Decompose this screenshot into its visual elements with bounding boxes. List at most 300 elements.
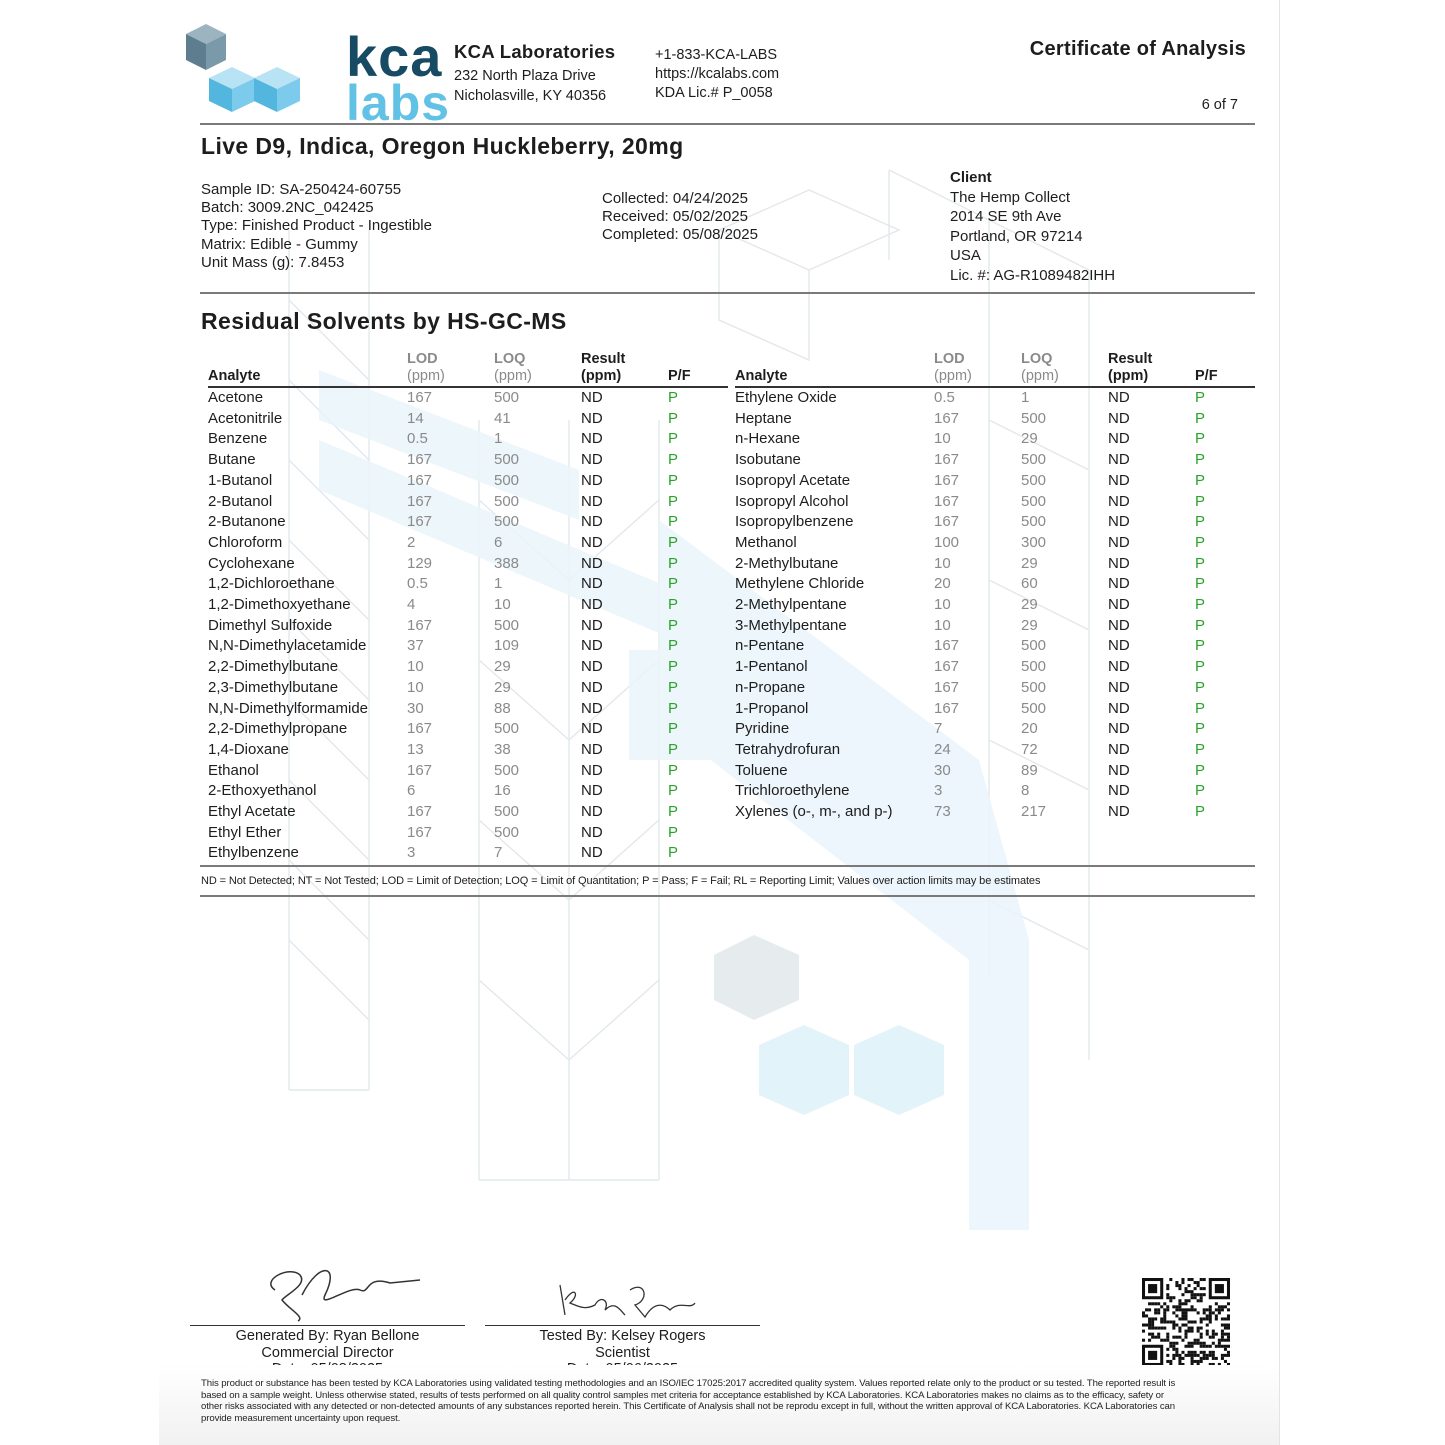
loq-cell: 29: [1021, 430, 1038, 448]
col-result: Result (ppm): [581, 349, 668, 387]
result-cell: ND: [581, 844, 603, 862]
analyte-cell: Methylene Chloride: [735, 575, 865, 593]
pf-cell: P: [668, 513, 679, 531]
document-title: Certificate of Analysis: [1029, 38, 1246, 60]
logo-cubes-icon: [184, 20, 314, 120]
signature-image: [190, 1255, 465, 1325]
loq-cell: 89: [1021, 761, 1038, 779]
lod-cell: 167: [407, 389, 433, 406]
lab-website[interactable]: https://kcalabs.com: [655, 66, 780, 82]
lod-cell: 30: [934, 761, 951, 779]
table-row: [208, 657, 728, 678]
result-cell: ND: [581, 720, 603, 738]
table-row: [208, 740, 728, 761]
result-cell: ND: [1108, 782, 1130, 800]
table-row: [735, 471, 1255, 492]
lod-cell: 167: [934, 699, 960, 717]
pf-cell: P: [668, 554, 679, 572]
analyte-cell: 2,2-Dimethylpropane: [208, 720, 348, 738]
lod-cell: 167: [934, 658, 960, 676]
col-pf: P/F: [1195, 349, 1255, 387]
loq-cell: 300: [1021, 533, 1047, 551]
result-cell: ND: [1108, 596, 1130, 614]
result-cell: ND: [1108, 803, 1130, 821]
table-row: [735, 429, 1255, 450]
lod-cell: 167: [407, 823, 433, 841]
col-pf: P/F: [668, 349, 728, 387]
signature-line: [485, 1325, 760, 1326]
pf-cell: P: [668, 471, 679, 489]
result-cell: ND: [581, 596, 603, 614]
result-cell: ND: [581, 389, 603, 406]
sample-id: Sample ID: SA-250424-60755: [201, 181, 402, 198]
col-analyte: Analyte: [735, 349, 934, 387]
result-cell: ND: [1108, 616, 1130, 634]
page-number: 6 of 7: [1201, 97, 1238, 113]
lod-cell: 167: [407, 451, 433, 469]
analyte-cell: Ethanol: [208, 761, 259, 779]
table-row: [208, 781, 728, 802]
result-cell: ND: [1108, 389, 1130, 406]
loq-cell: 500: [494, 451, 520, 469]
col-analyte: Analyte: [208, 349, 407, 387]
result-cell: ND: [581, 782, 603, 800]
pf-cell: P: [668, 389, 679, 406]
pf-cell: P: [1195, 430, 1206, 448]
analyte-cell: Benzene: [208, 430, 268, 448]
loq-cell: 60: [1021, 575, 1038, 593]
result-cell: ND: [581, 430, 603, 448]
table-row: [208, 574, 728, 595]
sample-type: Type: Finished Product - Ingestible: [201, 217, 432, 235]
client-country: USA: [950, 247, 981, 264]
lod-cell: 24: [934, 740, 951, 758]
loq-cell: 29: [1021, 596, 1038, 614]
info-divider: [200, 292, 1255, 294]
pf-cell: P: [668, 430, 679, 448]
lab-name: KCA Laboratories: [454, 41, 616, 62]
analyte-cell: 2-Methylbutane: [735, 554, 839, 572]
loq-cell: 109: [494, 637, 520, 655]
result-cell: ND: [581, 616, 603, 634]
sample-matrix: Matrix: Edible - Gummy: [201, 235, 358, 253]
table-row: [208, 409, 728, 430]
sample-info: [201, 181, 432, 272]
tested-by: Tested By: Kelsey Rogers: [539, 1328, 706, 1344]
pf-cell: P: [1195, 596, 1206, 614]
loq-cell: 8: [1021, 782, 1030, 800]
lod-cell: 10: [407, 678, 424, 696]
analyte-cell: n-Hexane: [735, 430, 801, 448]
loq-cell: 500: [494, 720, 520, 738]
lod-cell: 10: [934, 596, 951, 614]
lod-cell: 10: [934, 616, 951, 634]
pf-cell: P: [1195, 409, 1206, 427]
collected-date: Collected: 04/24/2025: [602, 190, 748, 207]
table-row: [208, 843, 728, 864]
table-row: [208, 699, 728, 720]
table-row: [735, 740, 1255, 761]
analyte-cell: 2-Ethoxyethanol: [208, 782, 317, 800]
result-cell: ND: [1108, 492, 1130, 510]
lod-cell: 4: [407, 596, 416, 614]
table-row: [735, 574, 1255, 595]
table-row: [735, 616, 1255, 637]
loq-cell: 1: [494, 575, 503, 593]
logo-kca-text: kca: [346, 25, 443, 88]
loq-cell: 500: [494, 823, 520, 841]
lod-cell: 0.5: [407, 575, 428, 593]
pf-cell: P: [1195, 678, 1206, 696]
loq-cell: 500: [494, 471, 520, 489]
loq-cell: 500: [494, 803, 520, 821]
loq-cell: 10: [494, 596, 511, 614]
result-cell: ND: [581, 699, 603, 717]
loq-cell: 500: [1021, 699, 1047, 717]
loq-cell: 500: [494, 492, 520, 510]
analyte-cell: 1,2-Dimethoxyethane: [208, 596, 351, 614]
lod-cell: 0.5: [934, 389, 955, 406]
analyte-cell: Dimethyl Sulfoxide: [208, 616, 333, 634]
signature-line: [190, 1325, 465, 1326]
lab-street: 232 North Plaza Drive: [454, 68, 596, 84]
table-row: [208, 533, 728, 554]
col-lod: LOD (ppm): [934, 349, 1021, 387]
pf-cell: P: [1195, 803, 1206, 821]
table-row: [735, 636, 1255, 657]
lod-cell: 3: [934, 782, 943, 800]
certificate-page: [159, 0, 1280, 1445]
lod-cell: 10: [934, 430, 951, 448]
solvents-table-left: [208, 349, 728, 864]
result-cell: ND: [581, 471, 603, 489]
result-cell: ND: [1108, 554, 1130, 572]
result-cell: ND: [581, 740, 603, 758]
pf-cell: P: [668, 492, 679, 510]
result-cell: ND: [581, 637, 603, 655]
table-row: [735, 387, 1255, 409]
analyte-cell: Ethylene Oxide: [735, 389, 837, 406]
analyte-cell: 1-Pentanol: [735, 658, 808, 676]
loq-cell: 41: [494, 409, 511, 427]
footnote-divider: [200, 895, 1255, 897]
result-cell: ND: [581, 678, 603, 696]
lod-cell: 167: [407, 616, 433, 634]
loq-cell: 500: [494, 513, 520, 531]
pf-cell: P: [1195, 575, 1206, 593]
loq-cell: 500: [494, 389, 520, 406]
generated-role: Commercial Director: [261, 1344, 394, 1361]
lod-cell: 167: [407, 761, 433, 779]
table-row: [208, 823, 728, 844]
result-cell: ND: [581, 409, 603, 427]
col-lod: LOD (ppm): [407, 349, 494, 387]
analyte-cell: 2,3-Dimethylbutane: [208, 678, 339, 696]
loq-cell: 500: [1021, 409, 1047, 427]
table-row: [208, 802, 728, 823]
result-cell: ND: [581, 761, 603, 779]
lod-cell: 100: [934, 533, 960, 551]
table-footnote: ND = Not Detected; NT = Not Tested; LOD = Limit of Detection; LOQ = Limit of Quantitation; P = Pass; F = Fail; RL = Reporting Limit; Values over action limits may be estimates: [201, 875, 1041, 887]
disclaimer-text: This product or substance has been tested by KCA Laboratories using validated testing methodologies and an ISO/IEC 17025:2017 accredited quality system. Values reported relate only to the product or su tested. The reported result is based on a sample weight. Unless otherwise stated, results of tests performed on all quality control samples met criteria for acceptance established by KCA Laboratories. KCA Laboratories makes no claims as to the efficacy, safety or other risks associated with any detected or non-detected amounts of any substances reported herein. This Certificate of Analysis shall not be reprodu except in full, without the written approval of KCA Laboratories. KCA Laboratories can provide measurement uncertainty upon request.: [201, 1378, 1176, 1424]
kca-labs-logo: [184, 20, 451, 131]
pf-cell: P: [668, 533, 679, 551]
pf-cell: P: [668, 761, 679, 779]
loq-cell: 1: [494, 430, 503, 448]
result-cell: ND: [581, 554, 603, 572]
table-row: [208, 512, 728, 533]
watermark-cubes: [714, 935, 944, 1115]
pf-cell: P: [668, 575, 679, 593]
result-cell: ND: [1108, 533, 1130, 551]
lab-address: [454, 42, 615, 106]
table-row: [208, 761, 728, 782]
lod-cell: 13: [407, 740, 424, 758]
result-cell: ND: [1108, 699, 1130, 717]
loq-cell: 500: [494, 761, 520, 779]
client-heading: Client: [950, 169, 992, 186]
analyte-cell: 1,4-Dioxane: [208, 740, 289, 758]
table-row: [735, 678, 1255, 699]
analyte-cell: 1-Propanol: [735, 699, 809, 717]
received-date: Received: 05/02/2025: [602, 208, 748, 226]
qr-code-icon[interactable]: [1142, 1278, 1230, 1366]
col-loq: LOQ (ppm): [1021, 349, 1108, 387]
analyte-cell: Xylenes (o-, m-, and p-): [735, 803, 893, 821]
result-cell: ND: [581, 451, 603, 469]
lod-cell: 20: [934, 575, 951, 593]
analyte-cell: N,N-Dimethylformamide: [208, 699, 369, 717]
lod-cell: 167: [934, 637, 960, 655]
lod-cell: 129: [407, 554, 433, 572]
header-divider: [200, 123, 1255, 125]
table-row: [735, 761, 1255, 782]
pf-cell: P: [1195, 513, 1206, 531]
table-row: [735, 533, 1255, 554]
pf-cell: P: [1195, 699, 1206, 717]
unit-mass: Unit Mass (g): 7.8453: [201, 253, 345, 271]
loq-cell: 6: [494, 533, 503, 551]
result-cell: ND: [1108, 513, 1130, 531]
client-info: [950, 168, 1115, 285]
loq-cell: 29: [1021, 554, 1038, 572]
pf-cell: P: [1195, 658, 1206, 676]
analyte-cell: Isopropyl Acetate: [735, 471, 851, 489]
sample-dates: [602, 190, 758, 245]
result-cell: ND: [1108, 761, 1130, 779]
pf-cell: P: [1195, 471, 1206, 489]
result-cell: ND: [1108, 409, 1130, 427]
generated-by: Generated By: Ryan Bellone: [235, 1328, 420, 1344]
lod-cell: 10: [407, 658, 424, 676]
result-cell: ND: [581, 533, 603, 551]
analyte-cell: Pyridine: [735, 720, 790, 738]
analyte-cell: Acetone: [208, 389, 264, 406]
table-row: [735, 554, 1255, 575]
signature-image: [485, 1255, 760, 1325]
analyte-cell: Methanol: [735, 533, 797, 551]
lab-license: KDA Lic.# P_0058: [655, 85, 773, 101]
table-row: [735, 802, 1255, 823]
analyte-cell: Isopropyl Alcohol: [735, 492, 849, 510]
analyte-cell: Cyclohexane: [208, 554, 295, 572]
loq-cell: 500: [1021, 637, 1047, 655]
result-cell: ND: [1108, 720, 1130, 738]
pf-cell: P: [668, 409, 679, 427]
client-name: The Hemp Collect: [950, 188, 1071, 206]
pf-cell: P: [1195, 492, 1206, 510]
pf-cell: P: [668, 803, 679, 821]
loq-cell: 16: [494, 782, 511, 800]
lod-cell: 2: [407, 533, 416, 551]
result-cell: ND: [581, 823, 603, 841]
loq-cell: 500: [1021, 492, 1047, 510]
pf-cell: P: [668, 720, 679, 738]
pf-cell: P: [668, 637, 679, 655]
loq-cell: 72: [1021, 740, 1038, 758]
table-row: [208, 429, 728, 450]
table-row: [208, 595, 728, 616]
analyte-cell: Isopropylbenzene: [735, 513, 854, 531]
pf-cell: P: [1195, 389, 1206, 406]
lod-cell: 167: [934, 678, 960, 696]
solvents-table-right: [735, 349, 1255, 823]
client-license: Lic. #: AG-R1089482IHH: [950, 266, 1116, 284]
result-cell: ND: [1108, 575, 1130, 593]
result-cell: ND: [581, 513, 603, 531]
analyte-cell: Ethyl Ether: [208, 823, 282, 841]
analyte-cell: 1-Butanol: [208, 471, 273, 489]
result-cell: ND: [581, 803, 603, 821]
lod-cell: 7: [934, 720, 943, 738]
lod-cell: 167: [407, 513, 433, 531]
pf-cell: P: [1195, 554, 1206, 572]
loq-cell: 29: [494, 678, 511, 696]
analyte-cell: Heptane: [735, 409, 792, 427]
table-bottom-rule: [200, 865, 1255, 867]
table-row: [735, 657, 1255, 678]
col-result: Result (ppm): [1108, 349, 1195, 387]
table-row: [208, 616, 728, 637]
pf-cell: P: [1195, 637, 1206, 655]
lod-cell: 10: [934, 554, 951, 572]
analyte-cell: Ethylbenzene: [208, 844, 299, 862]
lod-cell: 167: [407, 720, 433, 738]
pf-cell: P: [1195, 720, 1206, 738]
pf-cell: P: [668, 844, 679, 862]
analyte-cell: 1,2-Dichloroethane: [208, 575, 335, 593]
lod-cell: 167: [407, 471, 433, 489]
lod-cell: 14: [407, 409, 424, 427]
analyte-cell: Tetrahydrofuran: [735, 740, 841, 758]
loq-cell: 500: [1021, 471, 1047, 489]
loq-cell: 29: [1021, 616, 1038, 634]
lod-cell: 73: [934, 803, 951, 821]
table-row: [208, 678, 728, 699]
loq-cell: 88: [494, 699, 511, 717]
table-row: [735, 492, 1255, 513]
loq-cell: 500: [1021, 451, 1047, 469]
loq-cell: 20: [1021, 720, 1038, 738]
analyte-cell: 2-Methylpentane: [735, 596, 847, 614]
lod-cell: 167: [407, 803, 433, 821]
loq-cell: 38: [494, 740, 511, 758]
analyte-cell: 2-Butanol: [208, 492, 273, 510]
table-row: [208, 450, 728, 471]
logo-labs-text: labs: [346, 75, 451, 131]
pf-cell: P: [668, 596, 679, 614]
analyte-cell: 3-Methylpentane: [735, 616, 847, 634]
pf-cell: P: [668, 678, 679, 696]
result-cell: ND: [1108, 471, 1130, 489]
pf-cell: P: [668, 740, 679, 758]
lod-cell: 167: [407, 492, 433, 510]
lod-cell: 167: [934, 492, 960, 510]
table-row: [208, 554, 728, 575]
section-title: Residual Solvents by HS-GC-MS: [201, 308, 567, 334]
lod-cell: 37: [407, 637, 424, 655]
pf-cell: P: [668, 782, 679, 800]
table-row: [735, 595, 1255, 616]
lab-city: Nicholasville, KY 40356: [454, 88, 607, 104]
table-row: [735, 409, 1255, 430]
pf-cell: P: [1195, 616, 1206, 634]
result-cell: ND: [581, 492, 603, 510]
pf-cell: P: [668, 699, 679, 717]
table-row: [735, 512, 1255, 533]
analyte-cell: Isobutane: [735, 451, 801, 469]
col-loq: LOQ (ppm): [494, 349, 581, 387]
loq-cell: 500: [1021, 658, 1047, 676]
table-row: [208, 719, 728, 740]
analyte-cell: Toluene: [735, 761, 788, 779]
loq-cell: 388: [494, 554, 520, 572]
result-cell: ND: [581, 575, 603, 593]
lod-cell: 167: [934, 513, 960, 531]
lod-cell: 6: [407, 782, 416, 800]
result-cell: ND: [581, 658, 603, 676]
table-row: [735, 450, 1255, 471]
loq-cell: 500: [1021, 678, 1047, 696]
lod-cell: 167: [934, 471, 960, 489]
lod-cell: 3: [407, 844, 416, 862]
loq-cell: 1: [1021, 389, 1030, 406]
lab-phone: +1-833-KCA-LABS: [655, 47, 778, 63]
pf-cell: P: [1195, 451, 1206, 469]
loq-cell: 217: [1021, 803, 1047, 821]
result-cell: ND: [1108, 658, 1130, 676]
result-cell: ND: [1108, 430, 1130, 448]
tested-role: Scientist: [595, 1344, 650, 1361]
loq-cell: 500: [1021, 513, 1047, 531]
table-row: [735, 719, 1255, 740]
pf-cell: P: [668, 823, 679, 841]
analyte-cell: 2,2-Dimethylbutane: [208, 658, 339, 676]
pf-cell: P: [668, 658, 679, 676]
result-cell: ND: [1108, 678, 1130, 696]
analyte-cell: Ethyl Acetate: [208, 803, 296, 821]
analyte-cell: Butane: [208, 451, 256, 469]
analyte-cell: 2-Butanone: [208, 513, 286, 531]
table-row: [208, 492, 728, 513]
table-row: [735, 781, 1255, 802]
batch: Batch: 3009.2NC_042425: [201, 199, 374, 217]
client-city: Portland, OR 97214: [950, 227, 1083, 245]
result-cell: ND: [1108, 451, 1130, 469]
table-row: [208, 471, 728, 492]
signature-block-tested: [485, 1255, 760, 1378]
pf-cell: P: [668, 616, 679, 634]
